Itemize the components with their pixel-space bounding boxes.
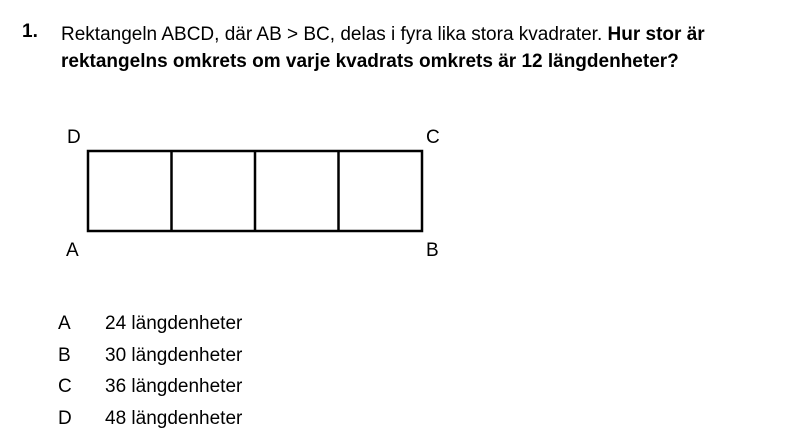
option-text: 36 längdenheter xyxy=(105,376,243,398)
answer-option-d[interactable] xyxy=(58,403,242,435)
corner-label-c: C xyxy=(426,127,440,148)
option-letter: D xyxy=(58,407,72,429)
question-text-bold-2: rektangelns omkrets om varje kvadrats omkrets är 12 längdenheter? xyxy=(61,51,679,72)
answer-option-c[interactable] xyxy=(58,371,242,403)
corner-label-b: B xyxy=(426,240,439,261)
question-number: 1. xyxy=(22,21,38,42)
question-text-plain: Rektangeln ABCD, där AB > BC, delas i fyra lika stora kvadrater. xyxy=(61,24,603,45)
corner-label-a: A xyxy=(66,240,79,261)
option-text: 24 längdenheter xyxy=(105,312,243,334)
answer-options xyxy=(58,308,242,435)
option-letter: C xyxy=(58,376,72,398)
question-text-bold-1: Hur stor är xyxy=(607,24,705,45)
answer-option-a[interactable] xyxy=(58,308,242,340)
option-letter: A xyxy=(58,312,71,334)
corner-label-d: D xyxy=(67,127,81,148)
option-letter: B xyxy=(58,344,71,366)
rectangle-abcd xyxy=(88,151,422,231)
answer-option-b[interactable] xyxy=(58,340,242,372)
option-text: 30 längdenheter xyxy=(105,344,243,366)
option-text: 48 längdenheter xyxy=(105,407,243,429)
